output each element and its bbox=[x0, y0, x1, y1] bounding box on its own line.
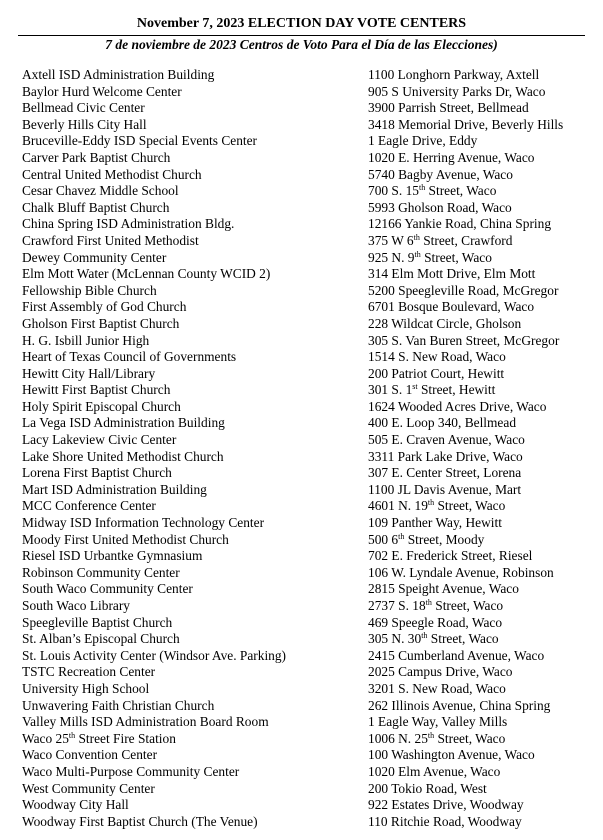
vote-center-name-text: Unwavering Faith Christian Church bbox=[22, 697, 215, 713]
vote-center-address bbox=[368, 581, 597, 598]
vote-center-address-text: 314 Elm Mott Drive, Elm Mott bbox=[368, 266, 536, 282]
vote-center-name bbox=[22, 133, 368, 150]
vote-center-address-text: 1020 E. Herring Avenue, Waco bbox=[368, 149, 535, 165]
vote-center-name bbox=[22, 283, 368, 300]
vote-center-row bbox=[22, 814, 597, 831]
vote-center-address bbox=[368, 714, 597, 731]
vote-center-name-text: Robinson Community Center bbox=[22, 564, 180, 580]
vote-center-row bbox=[22, 598, 597, 615]
vote-center-name bbox=[22, 747, 368, 764]
vote-center-name-text: Central United Methodist Church bbox=[22, 166, 202, 182]
vote-center-name bbox=[22, 333, 368, 350]
vote-center-name-text: Waco Convention Center bbox=[22, 747, 158, 763]
vote-center-name-text: Baylor Hurd Welcome Center bbox=[22, 83, 182, 99]
vote-center-name-text: Lorena First Baptist Church bbox=[22, 465, 172, 481]
vote-center-name-text: Heart of Texas Council of Governments bbox=[22, 349, 237, 365]
vote-center-address-text: 505 E. Craven Avenue, Waco bbox=[368, 432, 525, 448]
vote-center-name bbox=[22, 84, 368, 101]
vote-center-name bbox=[22, 366, 368, 383]
vote-center-address-text: 1100 JL Davis Avenue, Mart bbox=[368, 481, 522, 497]
vote-center-name bbox=[22, 117, 368, 134]
vote-center-address bbox=[368, 631, 597, 648]
page-subtitle: 7 de noviembre de 2023 Centros de Voto Para el Día de las Elecciones) bbox=[105, 37, 498, 52]
vote-center-address bbox=[368, 615, 597, 632]
vote-center-name bbox=[22, 399, 368, 416]
vote-center-name bbox=[22, 565, 368, 582]
vote-center-name-text: H. G. Isbill Junior High bbox=[22, 332, 150, 348]
vote-center-row bbox=[22, 183, 597, 200]
vote-center-address bbox=[368, 150, 597, 167]
vote-center-name-text: Carver Park Baptist Church bbox=[22, 149, 171, 165]
vote-center-address bbox=[368, 532, 597, 549]
vote-center-address bbox=[368, 565, 597, 582]
vote-center-row bbox=[22, 100, 597, 117]
ordinal-suffix: th bbox=[421, 631, 428, 641]
vote-center-name-text: Hewitt City Hall/Library bbox=[22, 365, 156, 381]
vote-center-address-text: 922 Estates Drive, Woodway bbox=[368, 797, 524, 813]
vote-center-address-text: 1100 Longhorn Parkway, Axtell bbox=[368, 67, 540, 82]
vote-center-name-text: Speegleville Baptist Church bbox=[22, 614, 173, 630]
vote-center-address bbox=[368, 183, 597, 200]
vote-center-name-text: Fellowship Bible Church bbox=[22, 282, 157, 298]
vote-center-address-rest: Street, Waco bbox=[434, 730, 506, 746]
vote-center-row bbox=[22, 548, 597, 565]
vote-center-address-rest: Street, Crawford bbox=[419, 232, 513, 248]
vote-center-name bbox=[22, 731, 368, 748]
vote-center-name bbox=[22, 664, 368, 681]
vote-center-address-text: 106 W. Lyndale Avenue, Robinson bbox=[368, 564, 554, 580]
vote-center-row bbox=[22, 84, 597, 101]
vote-center-name-text: Woodway City Hall bbox=[22, 797, 129, 813]
vote-center-row bbox=[22, 615, 597, 632]
vote-center-row bbox=[22, 299, 597, 316]
vote-center-name-text: Midway ISD Information Technology Center bbox=[22, 515, 265, 531]
vote-center-address-text: 2815 Speight Avenue, Waco bbox=[368, 581, 519, 597]
vote-center-row bbox=[22, 747, 597, 764]
ordinal-suffix: th bbox=[68, 730, 76, 740]
ordinal-suffix: th bbox=[427, 498, 435, 508]
vote-center-address-text: 200 Patriot Court, Hewitt bbox=[368, 365, 505, 381]
vote-center-name-text: St. Alban’s Episcopal Church bbox=[22, 631, 180, 647]
vote-center-name bbox=[22, 150, 368, 167]
vote-center-row bbox=[22, 797, 597, 814]
vote-center-name bbox=[22, 67, 368, 84]
vote-center-name-text: Riesel ISD Urbantke Gymnasium bbox=[22, 548, 203, 564]
vote-center-row bbox=[22, 532, 597, 549]
vote-center-address-text: 5993 Gholson Road, Waco bbox=[368, 199, 512, 215]
vote-center-name-text: La Vega ISD Administration Building bbox=[22, 415, 225, 431]
vote-center-address bbox=[368, 283, 597, 300]
vote-center-name-text: Waco 25 bbox=[22, 730, 69, 746]
vote-center-row bbox=[22, 283, 597, 300]
vote-center-address-text: 200 Tokio Road, West bbox=[368, 780, 487, 796]
vote-center-name bbox=[22, 299, 368, 316]
vote-center-name bbox=[22, 250, 368, 267]
vote-center-name-text: South Waco Community Center bbox=[22, 581, 193, 597]
vote-center-name bbox=[22, 648, 368, 665]
vote-center-name bbox=[22, 532, 368, 549]
vote-center-address-rest: Street, Waco bbox=[431, 598, 504, 613]
vote-center-row bbox=[22, 266, 597, 283]
vote-center-row bbox=[22, 664, 597, 681]
vote-center-address-text: 6701 Bosque Boulevard, Waco bbox=[368, 299, 535, 315]
vote-center-row bbox=[22, 698, 597, 715]
vote-center-name-text: Woodway First Baptist Church (The Venue) bbox=[22, 813, 258, 829]
vote-center-address bbox=[368, 216, 597, 233]
vote-center-name bbox=[22, 681, 368, 698]
vote-center-address bbox=[368, 299, 597, 316]
vote-center-address-rest: Street, Moody bbox=[404, 531, 485, 547]
vote-center-name bbox=[22, 216, 368, 233]
vote-center-address-rest: Street, Waco bbox=[427, 631, 499, 647]
vote-center-address bbox=[368, 133, 597, 150]
vote-center-address bbox=[368, 681, 597, 698]
vote-center-row bbox=[22, 233, 597, 250]
vote-center-name-text: Lake Shore United Methodist Church bbox=[22, 448, 224, 464]
vote-center-name bbox=[22, 515, 368, 532]
ordinal-suffix: th bbox=[425, 598, 432, 607]
vote-center-address-rest: Street, Waco bbox=[420, 249, 492, 265]
vote-center-name bbox=[22, 432, 368, 449]
vote-center-name-text: Mart ISD Administration Building bbox=[22, 481, 207, 497]
vote-center-address-text: 3418 Memorial Drive, Beverly Hills bbox=[368, 116, 564, 132]
vote-center-row bbox=[22, 366, 597, 383]
vote-center-address bbox=[368, 498, 597, 515]
ordinal-suffix: th bbox=[413, 232, 420, 242]
vote-center-row bbox=[22, 648, 597, 665]
vote-center-address-text: 305 S. Van Buren Street, McGregor bbox=[368, 332, 560, 348]
vote-center-name-text: Dewey Community Center bbox=[22, 249, 167, 265]
vote-center-address-text: 1624 Wooded Acres Drive, Waco bbox=[368, 398, 547, 414]
vote-center-address bbox=[368, 233, 597, 250]
vote-center-name bbox=[22, 498, 368, 515]
vote-center-address-text: 925 N. 9 bbox=[368, 249, 415, 265]
vote-center-name-text: Bruceville-Eddy ISD Special Events Center bbox=[22, 133, 258, 149]
vote-center-row bbox=[22, 731, 597, 748]
vote-center-address bbox=[368, 250, 597, 267]
vote-center-address-text: 100 Washington Avenue, Waco bbox=[368, 747, 535, 763]
vote-center-name bbox=[22, 714, 368, 731]
vote-center-name bbox=[22, 266, 368, 283]
vote-center-name bbox=[22, 764, 368, 781]
vote-center-name bbox=[22, 482, 368, 499]
vote-center-row bbox=[22, 382, 597, 399]
vote-center-address-text: 1514 S. New Road, Waco bbox=[368, 349, 506, 365]
vote-center-name bbox=[22, 615, 368, 632]
vote-center-row bbox=[22, 482, 597, 499]
vote-center-address-text: 2415 Cumberland Avenue, Waco bbox=[368, 647, 545, 663]
vote-center-row bbox=[22, 781, 597, 798]
vote-center-row bbox=[22, 515, 597, 532]
vote-center-address bbox=[368, 266, 597, 283]
vote-center-address bbox=[368, 598, 597, 615]
vote-center-address-text: 109 Panther Way, Hewitt bbox=[368, 515, 502, 531]
vote-center-address bbox=[368, 316, 597, 333]
vote-center-address-text: 469 Speegle Road, Waco bbox=[368, 614, 503, 630]
vote-center-name-text: Cesar Chavez Middle School bbox=[22, 183, 179, 199]
vote-center-address bbox=[368, 415, 597, 432]
vote-center-name-text: Lacy Lakeview Civic Center bbox=[22, 432, 177, 448]
vote-center-address-text: 702 E. Frederick Street, Riesel bbox=[368, 548, 533, 564]
vote-center-name bbox=[22, 698, 368, 715]
vote-center-name-text: Valley Mills ISD Administration Board Room bbox=[22, 714, 269, 730]
vote-center-address bbox=[368, 84, 597, 101]
vote-center-name bbox=[22, 167, 368, 184]
vote-center-row bbox=[22, 133, 597, 150]
vote-center-address-text: 3201 S. New Road, Waco bbox=[368, 680, 506, 696]
vote-center-name bbox=[22, 449, 368, 466]
vote-center-name bbox=[22, 631, 368, 648]
vote-center-row bbox=[22, 349, 597, 366]
vote-center-address-text: 905 S University Parks Dr, Waco bbox=[368, 83, 546, 99]
vote-center-row bbox=[22, 681, 597, 698]
vote-center-address bbox=[368, 167, 597, 184]
vote-center-address bbox=[368, 482, 597, 499]
vote-center-row bbox=[22, 465, 597, 482]
ordinal-suffix: th bbox=[398, 531, 405, 541]
vote-center-address bbox=[368, 432, 597, 449]
vote-center-address-text: 1020 Elm Avenue, Waco bbox=[368, 763, 501, 779]
vote-center-row bbox=[22, 498, 597, 515]
ordinal-suffix: th bbox=[418, 183, 426, 193]
vote-center-name bbox=[22, 465, 368, 482]
vote-center-name-text: Elm Mott Water (McLennan County WCID 2) bbox=[22, 266, 271, 282]
vote-center-name-text: University High School bbox=[22, 680, 150, 696]
vote-center-row bbox=[22, 399, 597, 416]
vote-center-name bbox=[22, 814, 368, 831]
vote-center-address bbox=[368, 117, 597, 134]
vote-center-name bbox=[22, 349, 368, 366]
vote-center-name-text: Holy Spirit Episcopal Church bbox=[22, 398, 181, 414]
vote-center-row bbox=[22, 714, 597, 731]
vote-center-name-text: TSTC Recreation Center bbox=[22, 664, 156, 680]
vote-center-address-text: 110 Ritchie Road, Woodway bbox=[368, 813, 522, 829]
vote-center-address bbox=[368, 814, 597, 831]
vote-center-name bbox=[22, 797, 368, 814]
vote-center-name bbox=[22, 183, 368, 200]
vote-center-row bbox=[22, 631, 597, 648]
vote-center-row bbox=[22, 565, 597, 582]
vote-center-address-rest: Street, Waco bbox=[434, 498, 506, 514]
vote-center-address-text: 1006 N. 25 bbox=[368, 730, 428, 746]
vote-center-name bbox=[22, 415, 368, 432]
vote-center-address bbox=[368, 100, 597, 117]
vote-center-address-text: 2737 S. 18 bbox=[368, 598, 426, 613]
vote-center-address bbox=[368, 515, 597, 532]
vote-center-name-text: MCC Conference Center bbox=[22, 498, 156, 514]
vote-center-address-text: 228 Wildcat Circle, Gholson bbox=[368, 315, 522, 331]
vote-center-address-text: 305 N. 30 bbox=[368, 631, 422, 647]
vote-center-address bbox=[368, 764, 597, 781]
vote-center-name bbox=[22, 581, 368, 598]
vote-center-address-text: 5200 Speegleville Road, McGregor bbox=[368, 282, 559, 298]
vote-center-row bbox=[22, 764, 597, 781]
vote-center-name-text: Beverly Hills City Hall bbox=[22, 116, 147, 132]
vote-center-list bbox=[22, 67, 597, 830]
vote-center-row bbox=[22, 415, 597, 432]
vote-center-address-text: 500 6 bbox=[368, 531, 399, 547]
vote-center-row bbox=[22, 250, 597, 267]
vote-center-name bbox=[22, 781, 368, 798]
vote-center-address-text: 262 Illinois Avenue, China Spring bbox=[368, 697, 551, 713]
vote-center-row bbox=[22, 432, 597, 449]
vote-center-row bbox=[22, 581, 597, 598]
vote-center-address-text: 301 S. 1 bbox=[368, 382, 413, 398]
vote-center-address-text: 3311 Park Lake Drive, Waco bbox=[368, 448, 523, 464]
vote-center-name-text: Crawford First United Methodist bbox=[22, 232, 199, 248]
vote-center-row bbox=[22, 67, 597, 84]
vote-center-name-text: First Assembly of God Church bbox=[22, 299, 187, 315]
vote-center-name-text: Gholson First Baptist Church bbox=[22, 315, 180, 331]
vote-center-name-text: China Spring ISD Administration Bldg. bbox=[22, 216, 235, 232]
vote-center-address-rest: Street, Hewitt bbox=[417, 382, 496, 398]
vote-center-name bbox=[22, 382, 368, 399]
vote-center-address-text: 1 Eagle Way, Valley Mills bbox=[368, 714, 508, 730]
vote-center-name-rest: Street Fire Station bbox=[75, 730, 176, 746]
vote-center-address bbox=[368, 548, 597, 565]
vote-center-address bbox=[368, 449, 597, 466]
ordinal-suffix: th bbox=[427, 730, 435, 740]
vote-center-name-text: Hewitt First Baptist Church bbox=[22, 382, 171, 398]
vote-center-name bbox=[22, 200, 368, 217]
vote-center-row bbox=[22, 316, 597, 333]
vote-center-address-text: 307 E. Center Street, Lorena bbox=[368, 465, 522, 481]
vote-center-name bbox=[22, 316, 368, 333]
vote-center-row bbox=[22, 200, 597, 217]
vote-center-address-text: 400 E. Loop 340, Bellmead bbox=[368, 415, 517, 431]
vote-center-row bbox=[22, 117, 597, 134]
vote-center-name-text: Bellmead Civic Center bbox=[22, 100, 145, 116]
vote-center-name-text: Chalk Bluff Baptist Church bbox=[22, 199, 170, 215]
vote-center-name-text: South Waco Library bbox=[22, 598, 131, 613]
vote-center-name bbox=[22, 548, 368, 565]
vote-center-address-text: 3900 Parrish Street, Bellmead bbox=[368, 100, 529, 116]
vote-center-name bbox=[22, 598, 368, 615]
vote-center-row bbox=[22, 150, 597, 167]
vote-center-address-text: 4601 N. 19 bbox=[368, 498, 428, 514]
vote-center-address bbox=[368, 797, 597, 814]
vote-center-address-text: 375 W 6 bbox=[368, 232, 414, 248]
ordinal-suffix: st bbox=[412, 382, 418, 392]
vote-center-address bbox=[368, 67, 597, 84]
vote-center-address bbox=[368, 366, 597, 383]
page-title: November 7, 2023 ELECTION DAY VOTE CENTERS bbox=[136, 16, 467, 31]
vote-center-address bbox=[368, 382, 597, 399]
vote-center-address-text: 12166 Yankie Road, China Spring bbox=[368, 216, 552, 232]
vote-center-address bbox=[368, 648, 597, 665]
vote-center-address bbox=[368, 731, 597, 748]
vote-center-address bbox=[368, 399, 597, 416]
vote-center-address-rest: Street, Waco bbox=[425, 183, 497, 199]
vote-center-row bbox=[22, 449, 597, 466]
vote-center-row bbox=[22, 333, 597, 350]
vote-center-address bbox=[368, 349, 597, 366]
vote-center-name-text: Waco Multi-Purpose Community Center bbox=[22, 763, 240, 779]
vote-center-name-text: West Community Center bbox=[22, 780, 155, 796]
ordinal-suffix: th bbox=[414, 249, 421, 259]
vote-center-name bbox=[22, 233, 368, 250]
vote-center-address bbox=[368, 698, 597, 715]
vote-center-address-text: 2025 Campus Drive, Waco bbox=[368, 664, 513, 680]
vote-center-address-text: 1 Eagle Drive, Eddy bbox=[368, 133, 478, 149]
vote-center-row bbox=[22, 216, 597, 233]
vote-center-address bbox=[368, 747, 597, 764]
vote-center-address bbox=[368, 465, 597, 482]
vote-center-address bbox=[368, 333, 597, 350]
vote-center-address bbox=[368, 781, 597, 798]
vote-center-name bbox=[22, 100, 368, 117]
vote-center-name-text: Axtell ISD Administration Building bbox=[22, 67, 215, 82]
vote-center-name-text: St. Louis Activity Center (Windsor Ave. Parking) bbox=[22, 647, 287, 663]
vote-center-address bbox=[368, 200, 597, 217]
vote-center-row bbox=[22, 167, 597, 184]
vote-center-address-text: 5740 Bagby Avenue, Waco bbox=[368, 166, 513, 182]
vote-center-address-text: 700 S. 15 bbox=[368, 183, 419, 199]
vote-center-address bbox=[368, 664, 597, 681]
vote-center-name-text: Moody First United Methodist Church bbox=[22, 531, 229, 547]
